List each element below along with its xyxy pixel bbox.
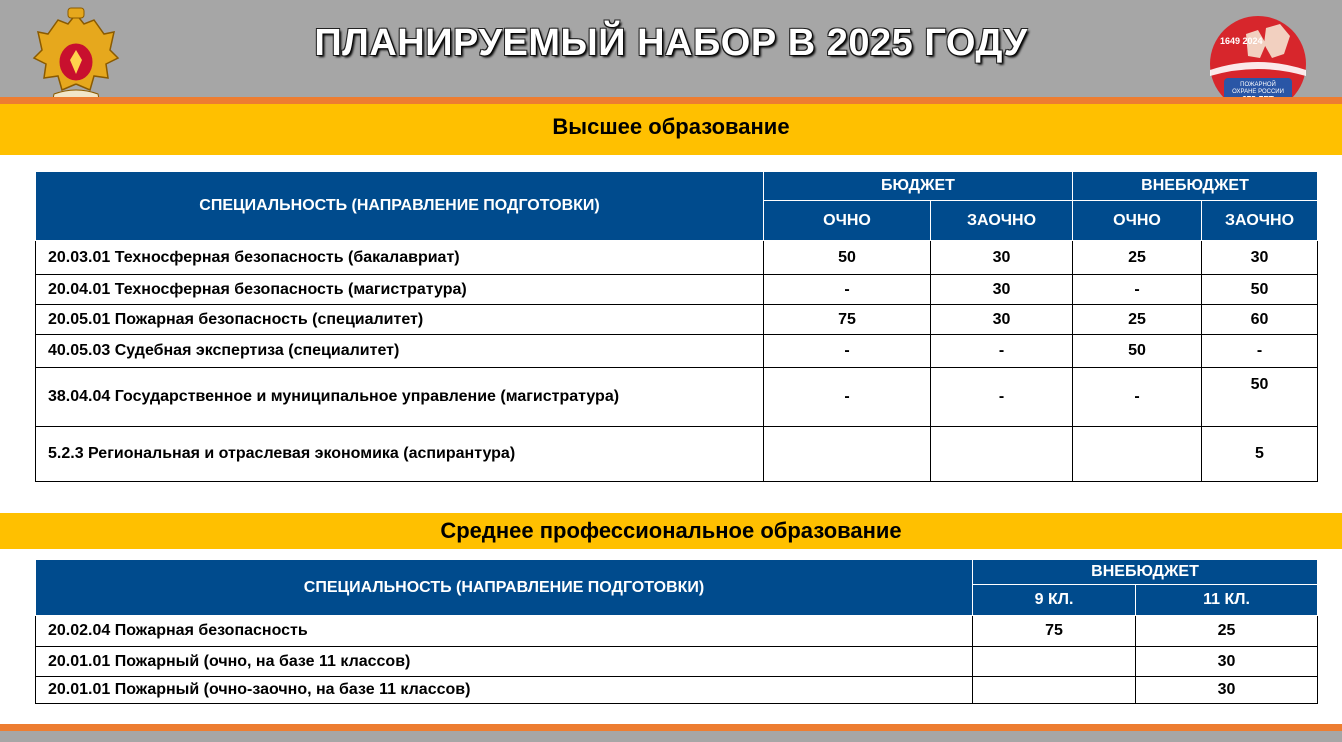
row-budget-fulltime: -	[764, 368, 931, 427]
table-row	[36, 275, 1318, 305]
row-specialty: 20.05.01 Пожарная безопасность (специалитет)	[36, 305, 764, 335]
table-row	[36, 647, 1318, 677]
row-grade-9	[973, 647, 1136, 677]
table-row	[36, 335, 1318, 368]
row-nonbudget-parttime: 60	[1202, 305, 1318, 335]
col-nonbudget-fulltime: ОЧНО	[1073, 201, 1202, 241]
col-budget-parttime: ЗАОЧНО	[931, 201, 1073, 241]
table-row	[36, 677, 1318, 704]
row-budget-parttime: 30	[931, 241, 1073, 275]
row-nonbudget-fulltime: 50	[1073, 335, 1202, 368]
row-nonbudget-parttime: -	[1202, 335, 1318, 368]
col-nonbudget-parttime: ЗАОЧНО	[1202, 201, 1318, 241]
row-nonbudget-fulltime: -	[1073, 275, 1202, 305]
higher-education-table	[35, 171, 1318, 482]
col-budget-header: БЮДЖЕТ	[764, 172, 1073, 201]
secondary-education-table	[35, 559, 1318, 704]
table-row	[36, 368, 1318, 427]
footer-bar	[0, 731, 1342, 742]
col-grade-9: 9 КЛ.	[973, 585, 1136, 616]
row-specialty: 20.01.01 Пожарный (очно, на базе 11 классов)	[36, 647, 973, 677]
row-grade-9: 75	[973, 616, 1136, 647]
row-specialty: 20.04.01 Техносферная безопасность (магистратура)	[36, 275, 764, 305]
badge-years: 1649 2024	[1220, 36, 1263, 46]
page-title: ПЛАНИРУЕМЫЙ НАБОР В 2025 ГОДУ	[314, 22, 1028, 64]
badge-line2: ОХРАНЕ РОССИИ	[1232, 89, 1284, 95]
row-budget-fulltime: 50	[764, 241, 931, 275]
row-budget-parttime: 30	[931, 275, 1073, 305]
col-grade-11: 11 КЛ.	[1136, 585, 1318, 616]
table-row	[36, 616, 1318, 647]
col-nonbudget-header: ВНЕБЮДЖЕТ	[1073, 172, 1318, 201]
row-grade-11: 30	[1136, 647, 1318, 677]
row-nonbudget-parttime: 5	[1202, 427, 1318, 482]
row-budget-parttime: -	[931, 335, 1073, 368]
row-budget-fulltime: 75	[764, 305, 931, 335]
row-specialty: 5.2.3 Региональная и отраслевая экономика (аспирантура)	[36, 427, 764, 482]
row-budget-parttime	[931, 427, 1073, 482]
row-nonbudget-fulltime: 25	[1073, 241, 1202, 275]
higher-education-heading: Высшее образование	[0, 104, 1342, 155]
row-specialty: 20.02.04 Пожарная безопасность	[36, 616, 973, 647]
secondary-education-heading: Среднее профессиональное образование	[0, 513, 1342, 549]
row-budget-fulltime	[764, 427, 931, 482]
col-specialty-header: СПЕЦИАЛЬНОСТЬ (НАПРАВЛЕНИЕ ПОДГОТОВКИ)	[36, 560, 973, 616]
row-grade-11: 25	[1136, 616, 1318, 647]
row-budget-fulltime: -	[764, 275, 931, 305]
row-specialty: 20.01.01 Пожарный (очно-заочно, на базе 11 классов)	[36, 677, 973, 704]
row-budget-fulltime: -	[764, 335, 931, 368]
row-nonbudget-fulltime: -	[1073, 368, 1202, 427]
row-nonbudget-parttime: 50	[1202, 275, 1318, 305]
table-row	[36, 427, 1318, 482]
row-grade-9	[973, 677, 1136, 704]
table-row	[36, 305, 1318, 335]
row-nonbudget-fulltime	[1073, 427, 1202, 482]
table-row	[36, 241, 1318, 275]
col-budget-fulltime: ОЧНО	[764, 201, 931, 241]
row-nonbudget-parttime: 30	[1202, 241, 1318, 275]
badge-line1: ПОЖАРНОЙ	[1240, 82, 1276, 88]
row-nonbudget-fulltime: 25	[1073, 305, 1202, 335]
row-budget-parttime: -	[931, 368, 1073, 427]
row-specialty: 38.04.04 Государственное и муниципальное управление (магистратура)	[36, 368, 764, 427]
row-specialty: 20.03.01 Техносферная безопасность (бакалавриат)	[36, 241, 764, 275]
col-specialty-header: СПЕЦИАЛЬНОСТЬ (НАПРАВЛЕНИЕ ПОДГОТОВКИ)	[36, 172, 764, 241]
row-budget-parttime: 30	[931, 305, 1073, 335]
col-nonbudget-header: ВНЕБЮДЖЕТ	[973, 560, 1318, 585]
row-nonbudget-parttime: 50	[1202, 368, 1318, 427]
divider-orange-top	[0, 97, 1342, 104]
row-specialty: 40.05.03 Судебная экспертиза (специалитет)	[36, 335, 764, 368]
divider-orange-bottom	[0, 724, 1342, 731]
row-grade-11: 30	[1136, 677, 1318, 704]
